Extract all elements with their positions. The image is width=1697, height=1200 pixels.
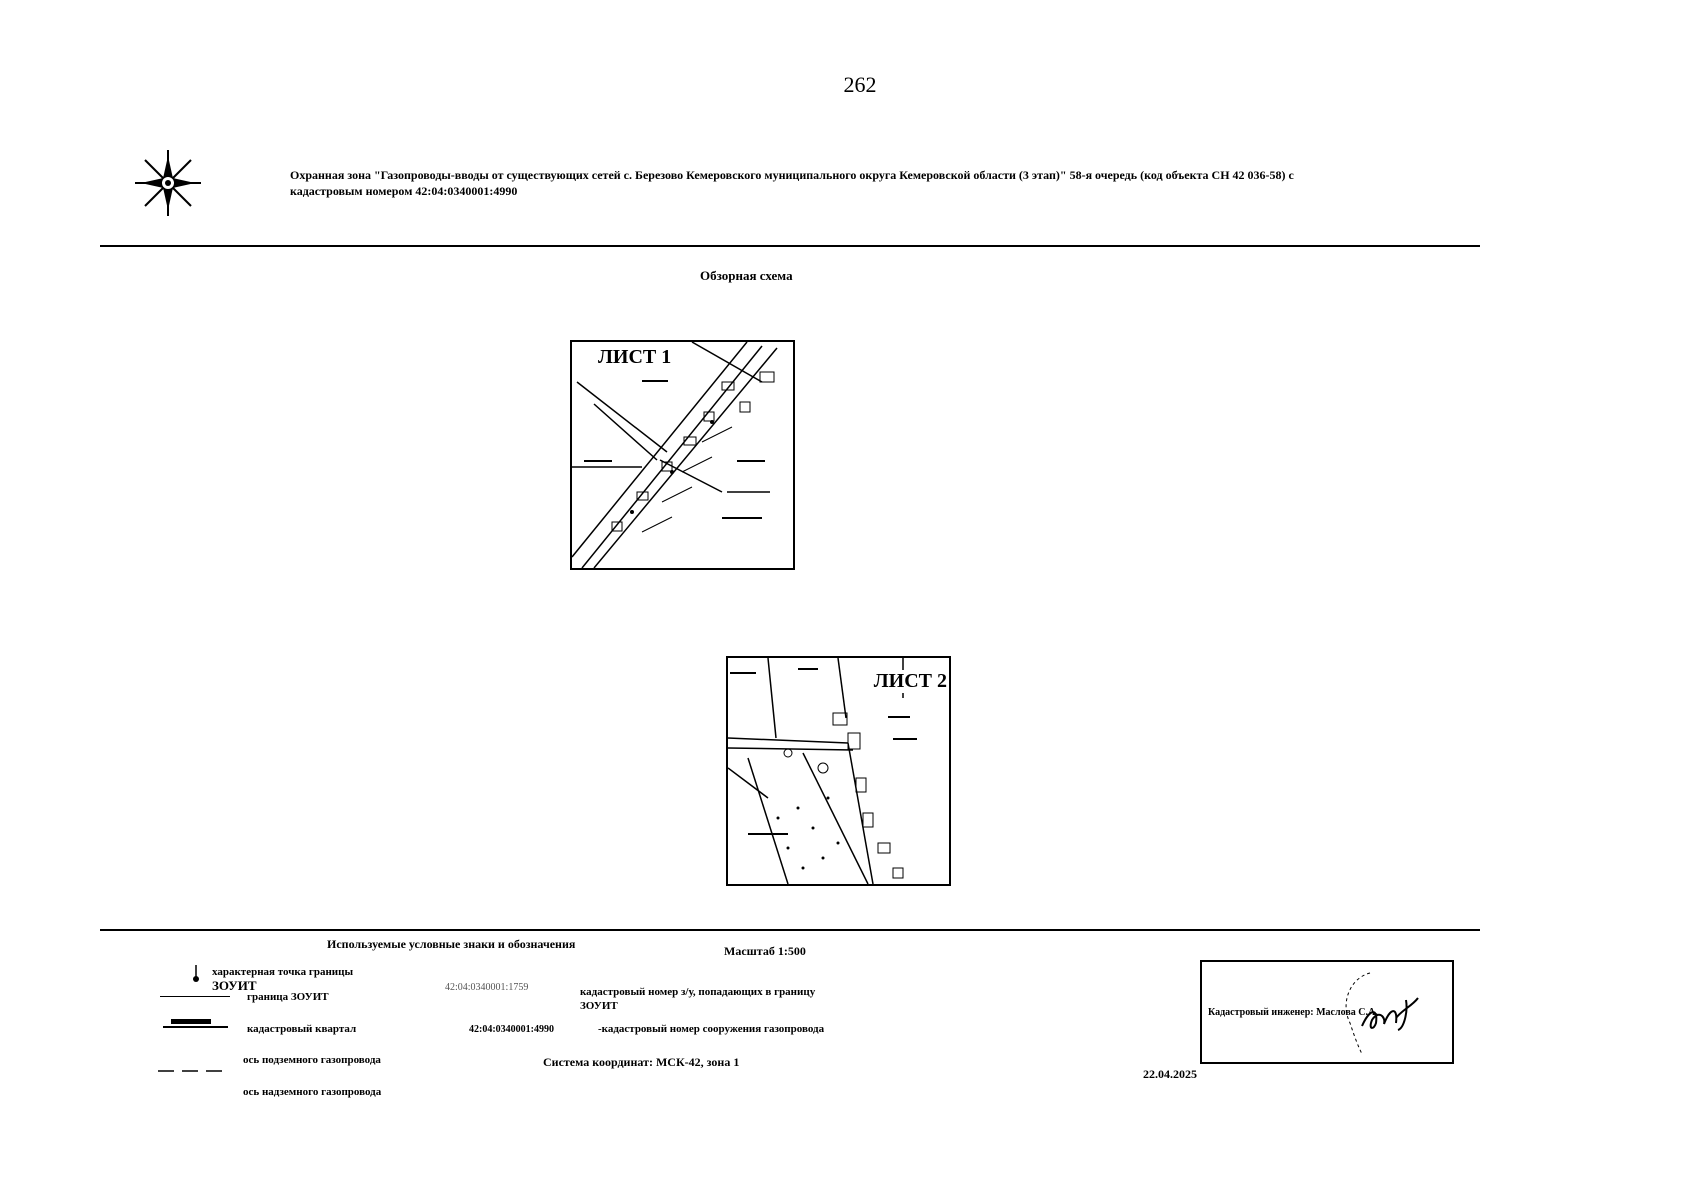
document-title <box>290 167 1420 199</box>
document-date: 22.04.2025 <box>1143 1067 1197 1081</box>
boundary-point-icon <box>190 965 202 990</box>
title-line-2: кадастровым номером 42:04:0340001:4990 <box>290 184 518 198</box>
signature-stamp <box>1200 960 1454 1064</box>
legend-structure-label: -кадастровый номер сооружения газопровода <box>598 1023 825 1035</box>
legend-quarter-label: кадастровый квартал <box>247 1023 357 1035</box>
parcel-number-sample: 42:04:0340001:1759 <box>445 982 529 993</box>
sheet-1-map[interactable] <box>570 340 795 570</box>
legend-boundary-label: граница ЗОУИТ <box>247 991 329 1003</box>
top-divider <box>100 245 1480 247</box>
coordinate-system: Система координат: МСК-42, зона 1 <box>543 1055 740 1069</box>
legend-parcel-label: кадастровый номер з/у, попадающих в границу ЗОУИТ <box>580 986 816 1012</box>
signature-label: Кадастровый инженер: Маслова С.А. <box>1208 1007 1378 1018</box>
quarter-sample <box>163 1018 228 1032</box>
legend-axis-overground: ось надземного газопровода <box>243 1086 382 1098</box>
underground-axis-symbol <box>158 1060 230 1078</box>
title-line-1: Охранная зона "Газопроводы-вводы от существующих сетей с. Березово Кемеровского муниципального округа Кемеровской области (3 этап)" 58-я очередь (код объекта СН 42 036-58) с <box>290 168 1294 182</box>
sheet-2-label: ЛИСТ 2 <box>873 670 947 692</box>
handwritten-signature-icon <box>1320 968 1440 1056</box>
sheet-1-label: ЛИСТ 1 <box>598 346 672 368</box>
legend-point-label: характерная точка границы <box>212 966 354 978</box>
legend-zouit-label: ЗОУИТ <box>212 978 257 993</box>
structure-number-sample: 42:04:0340001:4990 <box>469 1024 554 1035</box>
boundary-line-symbol <box>160 996 230 997</box>
overview-title: Обзорная схема <box>700 268 793 283</box>
legend-title: Используемые условные знаки и обозначения <box>327 937 576 951</box>
north-arrow-icon <box>133 148 203 218</box>
page-number: 262 <box>843 72 877 97</box>
sheet-2-map[interactable] <box>726 656 951 886</box>
scale-label: Масштаб 1:500 <box>724 944 806 958</box>
bottom-divider <box>100 929 1480 931</box>
legend-axis-underground: ось подземного газопровода <box>243 1054 381 1066</box>
